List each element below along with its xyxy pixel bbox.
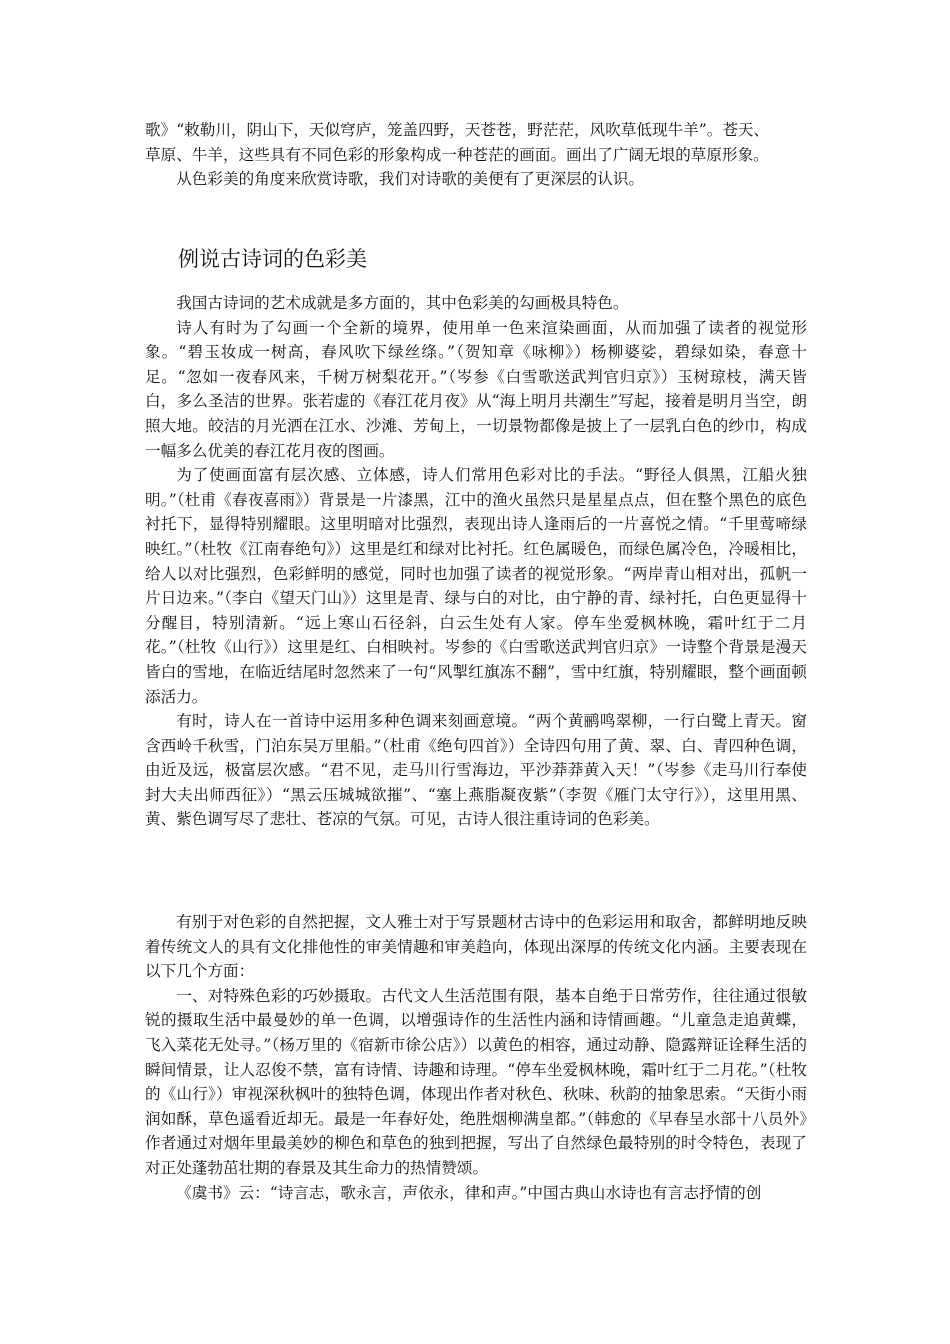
- bottom-text-block: [145, 910, 807, 1205]
- bottom-paragraph: 《虞书》云：“诗言志，歌永言，声依永，律和声。”中国古典山水诗也有言志抒情的创: [176, 1183, 762, 1202]
- article-paragraph: 有时，诗人在一首诗中运用多种色调来刻画意境。“两个黄鹂鸣翠柳，一行白鹭上青天。窗含西岭千秋雪，门泊东吴万里船。”（杜甫《绝句四首》）全诗四句用了黄、翠、白、青四种色调，由近及远，极富层次感。“君不见，走马川行雪海边，平沙莽莽黄入天！”（岑参《走马川行奉使封大夫出师西征》）“黑云压城城欲摧”、“塞上燕脂凝夜紫”（李贺《雁门太守行》），这里用黑、黄、紫色调写尽了悲壮、苍凉的气氛。可见，古诗人很注重诗词的色彩美。: [145, 712, 807, 829]
- article-title: 例说古诗词的色彩美: [178, 247, 367, 271]
- top-paragraph-continued: [145, 118, 807, 167]
- article-paragraph: 诗人有时为了勾画一个全新的境界，使用单一色来渲染画面，从而加强了读者的视觉形象。“碧玉妆成一树高，春风吹下绿丝绦。”（贺知章《咏柳》）杨柳婆娑，碧绿如染，春意十足。“忽如一夜春风来，千树万树梨花开。”（岑参《白雪歌送武判官归京》）玉树琼枝，满天皆白，多么圣洁的世界。张若虚的《春江花月夜》从“海上明月共潮生”写起，接着是明月当空，朗照大地。皎洁的月光洒在江水、沙滩、芳甸上，一切景物都像是披上了一层乳白色的纱巾，构成一幅多么优美的春江花月夜的图画。: [145, 318, 807, 460]
- article-paragraph: 为了使画面富有层次感、立体感，诗人们常用色彩对比的手法。“野径人俱黑，江船火独明。”（杜甫《春夜喜雨》）背景是一片漆黑，江中的渔火虽然只是星星点点，但在整个黑色的底色衬托下，显得特别耀眼。这里明暗对比强烈，表现出诗人逢雨后的一片喜悦之情。“千里莺啼绿映红。”（杜牧《江南春绝句》）这里是红和绿对比衬托。红色属暖色，而绿色属冷色，冷暖相比，给人以对比强烈，色彩鲜明的感觉，同时也加强了读者的视觉形象。“两岸青山相对出，孤帆一片日边来。”（李白《望天门山》）这里是青、绿与白的对比，由宁静的青、绿衬托，白色更显得十分醒目，特别清新。“远上寒山石径斜，白云生处有人家。停车坐爱枫林晚，霜叶红于二月花。”（杜牧《山行》）这里是红、白相映衬。岑参的《白雪歌送武判官归京》一诗整个背景是漫天皆白的雪地，在临近结尾时忽然来了一句“风掣红旗冻不翻”，雪中红旗，特别耀眼，整个画面顿添活力。: [145, 466, 807, 706]
- text-line: 草原、牛羊，这些具有不同色彩的形象构成一种苍茫的画面。画出了广阔无垠的草原形象。: [145, 145, 769, 164]
- article-body: [145, 291, 807, 832]
- bottom-paragraph: 有别于对色彩的自然把握，文人雅士对于写景题材古诗中的色彩运用和取舍，都鲜明地反映着传统文人的具有文化排他性的审美情趣和审美趋向，体现出深厚的传统文化内涵。主要表现在以下几个方面：: [145, 913, 807, 981]
- text-line: 歌》“敕勒川，阴山下，天似穹庐，笼盖四野，天苍苍，野茫茫，风吹草低现牛羊”。苍天、: [145, 121, 770, 139]
- bottom-paragraph: 一、对特殊色彩的巧妙摄取。古代文人生活范围有限，基本自绝于日常劳作，往往通过很敏锐的摄取生活中最曼妙的单一色调，以增强诗作的生活性内涵和诗情画趣。“儿童急走追黄蝶，飞入菜花无处寻。”（杨万里的《宿新市徐公店》）以黄色的相容，通过动静、隐露辩证诠释生活的瞬间情景，让人忍俊不禁，富有诗情、诗趣和诗理。“停车坐爱枫林晚，霜叶红于二月花。”（杜牧的《山行》）审视深秋枫叶的独特色调，体现出作者对秋色、秋味、秋韵的抽象思索。“天街小雨润如酥，草色遥看近却无。最是一年春好处，绝胜烟柳满皇都。”（韩愈的《早春呈水部十八员外》作者通过对烟年里最美妙的柳色和草色的独到把握，写出了自然绿色最特别的时令特色，表现了对正处蓬勃茁壮期的春景及其生命力的热情赞颂。: [145, 986, 807, 1177]
- article-paragraph: 我国古诗词的艺术成就是多方面的，其中色彩美的勾画极具特色。: [176, 294, 629, 312]
- top-paragraph-conclusion: 从色彩美的角度来欣赏诗歌，我们对诗歌的美便有了更深层的认识。: [176, 170, 645, 189]
- top-text-block: [145, 118, 807, 192]
